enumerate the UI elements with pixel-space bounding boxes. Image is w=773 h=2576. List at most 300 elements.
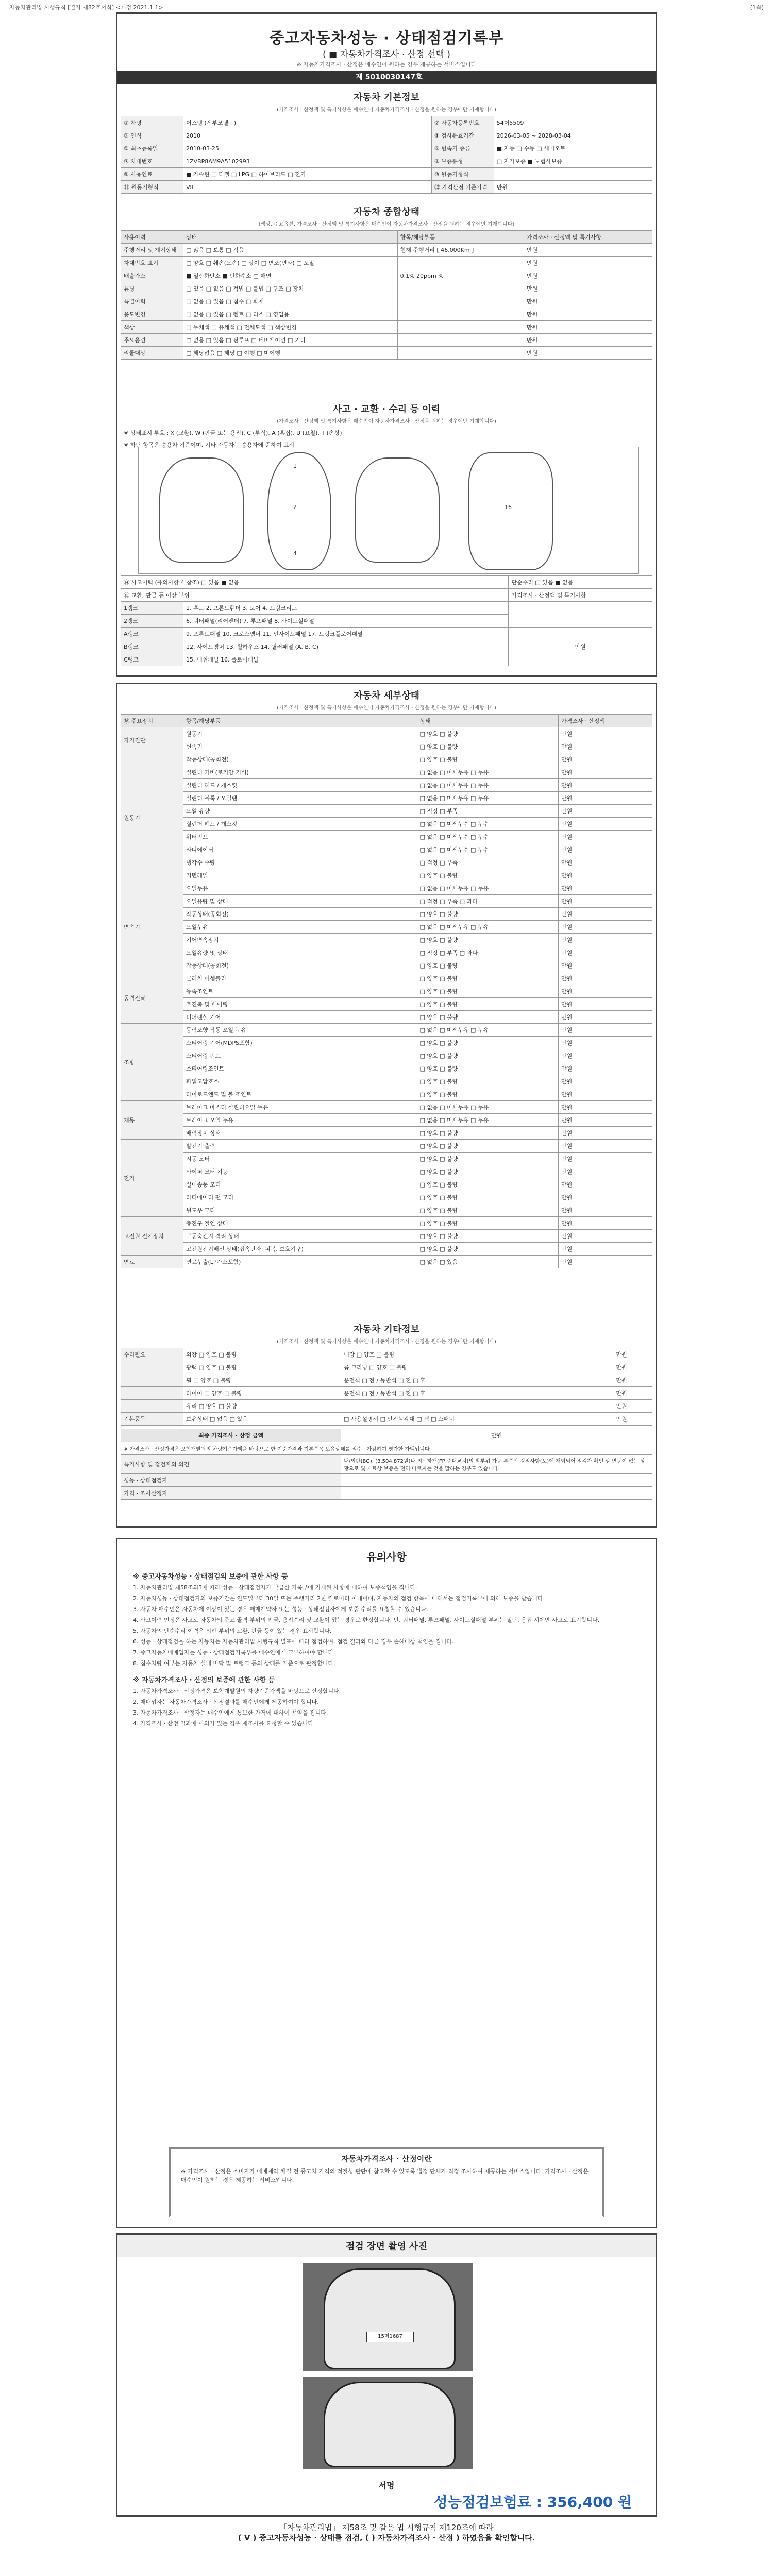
summary-row [121, 347, 652, 360]
detail-status: □ 없음 □ 미세누수 □ 누수 [417, 843, 559, 856]
inspection-photo-front [303, 2263, 473, 2371]
detail-status: □ 양호 □ 불량 [417, 1243, 559, 1256]
other-item-b [341, 1400, 613, 1413]
detail-status: □ 없음 □ 미세누수 □ 누수 [417, 818, 559, 831]
detail-section [121, 684, 652, 1268]
detail-row [121, 1049, 652, 1062]
detail-group-label: 연료 [121, 1256, 183, 1268]
detail-status: □ 없음 □ 미세누유 □ 누유 [417, 1101, 559, 1114]
accident-detail-section [121, 575, 652, 666]
performance-note-item: 1. 자동차관리법 제58조의3에 따라 성능 · 상태점검자가 발급한 기록부에 기재된 사항에 대하여 보증책임을 집니다. [133, 1584, 417, 1591]
detail-price: 만원 [559, 1049, 652, 1062]
other-group: 수리필요 [121, 1348, 183, 1361]
detail-price: 만원 [559, 1062, 652, 1075]
other-info-row [121, 1413, 652, 1426]
photo-heading: 점검 장면 촬영 사진 [117, 2235, 656, 2257]
detail-row [121, 1217, 652, 1230]
detail-price: 만원 [559, 1256, 652, 1268]
other-item-a: 휠 □ 양호 □ 불량 [183, 1374, 341, 1387]
detail-price: 만원 [559, 805, 652, 818]
detail-group-label: 자기진단 [121, 727, 183, 753]
detail-row [121, 766, 652, 779]
detail-status: □ 양호 □ 불량 [417, 1127, 559, 1140]
summary-status: □ 없음 □ 있음 □ 침수 □ 화재 [183, 295, 398, 308]
basic-info-row [121, 116, 652, 129]
detail-row [121, 1127, 652, 1140]
other-info-row [121, 1348, 652, 1361]
special-notes-label: 특기사항 및 점검자의 의견 [121, 1455, 341, 1474]
summary-status: □ 없음 □ 있음 □ 렌트 □ 리스 □ 영업용 [183, 308, 398, 321]
performance-notes-title: ※ 중고자동차성능 · 상태점검의 보증에 관한 사항 등 [133, 1573, 288, 1581]
other-item-b: 운전석 □ 전 / 동반석 □ 전 □ 후 [341, 1387, 613, 1400]
detail-part: 오일누유 [183, 882, 417, 895]
detail-part: 배력장치 상태 [183, 1127, 417, 1140]
basic-info-label: ① 차명 [121, 116, 183, 129]
basic-info-section [121, 86, 652, 194]
detail-price: 만원 [559, 779, 652, 792]
detail-part: 추진축 및 베어링 [183, 998, 417, 1011]
detail-price: 만원 [559, 1191, 652, 1204]
summary-section [121, 200, 652, 360]
basic-info-label: ⑥ 변속기 종류 [431, 142, 494, 155]
price-notes-title: ※ 자동차가격조사 · 산정의 보증에 관한 사항 등 [133, 1676, 275, 1684]
other-item-b: 룸 크리닝 □ 양호 □ 불량 [341, 1361, 613, 1374]
detail-part: 시동 모터 [183, 1153, 417, 1165]
basic-info-subtext: (가격조사 · 산정액 및 특기사항은 매수인이 자동차가격조사 · 산정을 원하는 경우에만 기재합니다) [277, 107, 496, 113]
basic-info-value: ■ 가솔린 □ 디젤 □ LPG □ 하이브리드 □ 전기 [183, 168, 432, 181]
performance-notes [117, 1572, 656, 1728]
summary-price: 만원 [524, 295, 652, 308]
performance-note-item: 4. 사고이력 인정은 사고로 자동차의 주요 골격 부위의 판금, 용접수리 및 교환이 있는 경우로 한정합니다. 단, 쿼터패널, 루프패널, 사이드실패널 부위는 절단, 용접 시에만 사고로 표기합니다. [133, 1617, 600, 1623]
summary-price: 만원 [524, 347, 652, 360]
detail-row [121, 856, 652, 869]
detail-subtext: (가격조사 · 산정액 및 특기사항은 매수인이 자동차가격조사 · 산정을 원하는 경우에만 기재합니다) [277, 705, 496, 711]
detail-status: □ 없음 □ 미세누유 □ 누유 [417, 779, 559, 792]
summary-row [121, 321, 652, 334]
basic-info-label: ⑪ 원동기형식 [121, 181, 183, 194]
detail-price: 만원 [559, 843, 652, 856]
detail-part: 와이퍼 모터 기능 [183, 1165, 417, 1178]
other-price: 만원 [613, 1348, 652, 1361]
detail-status: □ 없음 □ 미세누수 □ 누수 [417, 831, 559, 843]
basic-info-label: ③ 연식 [121, 129, 183, 142]
summary-row [121, 269, 652, 282]
detail-price: 만원 [559, 1024, 652, 1037]
detail-price: 만원 [559, 1243, 652, 1256]
detail-part: 실린더 헤드 / 개스킷 [183, 818, 417, 831]
price-info-text: ※ 가격조사 · 산정은 소비자가 매매계약 체결 전 중고차 가격의 적절성 판단에 참고할 수 있도록 법정 단체가 직접 조사하여 제공하는 서비스입니다. 가격조사 · 산정은 매수인이 원하는 경우 제공하는 서비스입니다. [181, 2168, 589, 2183]
detail-row [121, 1075, 652, 1088]
detail-status: □ 양호 □ 불량 [417, 1088, 559, 1101]
detail-price: 만원 [559, 792, 652, 805]
vehicle-damage-diagram [138, 447, 639, 574]
detail-part: 발전기 출력 [183, 1140, 417, 1153]
other-info-heading: 자동차 기타정보 [354, 1324, 419, 1335]
summary-item: 리콜대상 [121, 347, 183, 360]
basic-info-value: 54머5509 [494, 116, 652, 129]
summary-item: 차대번호 표기 [121, 257, 183, 269]
detail-price: 만원 [559, 766, 652, 779]
detail-part: 클러치 어셈블리 [183, 972, 417, 985]
summary-item: 색상 [121, 321, 183, 334]
final-price-value: 만원 [341, 1429, 652, 1442]
detail-row [121, 985, 652, 998]
other-info-row [121, 1400, 652, 1413]
detail-price: 만원 [559, 740, 652, 753]
basic-info-value [494, 168, 652, 181]
detail-price: 만원 [559, 1204, 652, 1217]
other-price: 만원 [613, 1374, 652, 1387]
detail-price: 만원 [559, 895, 652, 908]
accident-subtext: (가격조사 · 산정액 및 특기사항은 매수인이 자동차가격조사 · 산정을 원하는 경우에만 기재합니다) [277, 419, 496, 425]
notes-heading: 유의사항 [366, 1551, 407, 1563]
other-price: 만원 [613, 1400, 652, 1413]
document-number: 제 5010030147호 [117, 71, 656, 84]
summary-price: 만원 [524, 269, 652, 282]
detail-row [121, 1204, 652, 1217]
detail-column-header: ⑯ 주요장치 [121, 715, 183, 727]
detail-row [121, 998, 652, 1011]
detail-price: 만원 [559, 1153, 652, 1165]
detail-row [121, 908, 652, 921]
detail-part: 고전원전기배선 상태(접속단자, 피복, 보호기구) [183, 1243, 417, 1256]
summary-row [121, 308, 652, 321]
summary-item: 주요옵션 [121, 334, 183, 347]
detail-status: □ 적정 □ 부족 [417, 856, 559, 869]
detail-status: □ 양호 □ 불량 [417, 1153, 559, 1165]
detail-price: 만원 [559, 753, 652, 766]
detail-status: □ 양호 □ 불량 [417, 727, 559, 740]
other-group [121, 1387, 183, 1400]
b-rank-label: B랭크 [121, 640, 183, 653]
detail-part: 디퍼렌셜 기어 [183, 1011, 417, 1024]
detail-part: 실내송풍 모터 [183, 1178, 417, 1191]
detail-status: □ 양호 □ 불량 [417, 1191, 559, 1204]
summary-row [121, 295, 652, 308]
other-info-row [121, 1387, 652, 1400]
basic-info-row [121, 168, 652, 181]
other-price: 만원 [613, 1387, 652, 1400]
summary-column-header: 사용이력 [121, 231, 183, 244]
summary-part [397, 308, 524, 321]
detail-price: 만원 [559, 1011, 652, 1024]
detail-part: 윈도우 모터 [183, 1204, 417, 1217]
basic-info-heading: 자동차 기본정보 [354, 92, 419, 103]
detail-row [121, 921, 652, 934]
basic-info-value: V8 [183, 181, 432, 194]
c-rank-label: C랭크 [121, 653, 183, 666]
summary-item: 튜닝 [121, 282, 183, 295]
detail-row [121, 831, 652, 843]
document-title: 중고자동차성능 · 상태점검기록부 [269, 29, 504, 47]
accident-section [121, 398, 652, 451]
basic-info-value: 머스탱 (세부모델 : ) [183, 116, 432, 129]
summary-price: 만원 [524, 334, 652, 347]
detail-price: 만원 [559, 1114, 652, 1127]
detail-part: 냉각수 수량 [183, 856, 417, 869]
basic-info-label: ⑫ 가격산정 기준가격 [431, 181, 494, 194]
detail-part: 오일유량 및 상태 [183, 946, 417, 959]
detail-row [121, 1230, 652, 1243]
part-number-label: 4 [293, 550, 297, 557]
summary-price: 만원 [524, 282, 652, 295]
detail-row [121, 869, 652, 882]
detail-part: 구동축전지 격리 상태 [183, 1230, 417, 1243]
other-group: 기본품목 [121, 1413, 183, 1426]
detail-price: 만원 [559, 831, 652, 843]
detail-price: 만원 [559, 946, 652, 959]
detail-part: 타이로드엔드 및 볼 조인트 [183, 1088, 417, 1101]
detail-row [121, 1165, 652, 1178]
detail-column-header: 상태 [417, 715, 559, 727]
basic-info-label: ⑧ 보증유형 [431, 155, 494, 168]
other-item-b: 운전석 □ 전 / 동반석 □ 전 □ 후 [341, 1374, 613, 1387]
detail-row [121, 1191, 652, 1204]
status-legend: ※ 상태표시 부호 : X (교환), W (판금 또는 용접), C (부식), A (흠집), U (요철), T (손상) [121, 428, 652, 439]
detail-part: 오일 유량 [183, 805, 417, 818]
summary-item: 특별이력 [121, 295, 183, 308]
document-instruction: ※ 자동차가격조사 · 산정은 매수인이 원하는 경우 제공하는 서비스입니다 [296, 61, 477, 68]
basic-info-label: ⑨ 사용연료 [121, 168, 183, 181]
detail-part: 변속기 [183, 740, 417, 753]
detail-status: □ 없음 □ 미세누유 □ 누유 [417, 1024, 559, 1037]
other-info-subtext: (가격조사 · 산정액 및 특기사항은 매수인이 자동차가격조사 · 산정을 원하는 경우에만 기재합니다) [277, 1339, 496, 1345]
detail-part: 실린더 블록 / 오일팬 [183, 792, 417, 805]
detail-row [121, 843, 652, 856]
detail-price: 만원 [559, 998, 652, 1011]
detail-status: □ 양호 □ 불량 [417, 1178, 559, 1191]
accident-history-row: ⑭ 사고이력 (유의사항 4 참조) □ 있음 ■ 없음 [121, 576, 509, 589]
detail-status: □ 없음 □ 있음 [417, 1256, 559, 1268]
summary-status: □ 무채색 □ 유채색 □ 전체도색 □ 색상변경 [183, 321, 398, 334]
summary-row [121, 244, 652, 257]
rank2-items: 6. 쿼터패널(리어펜더) 7. 루프패널 8. 사이드실패널 [183, 615, 509, 628]
detail-price: 만원 [559, 869, 652, 882]
summary-part: 0.1% 20ppm % [397, 269, 524, 282]
page-4-sheet [116, 2233, 657, 2517]
performance-note-item: 6. 성능 · 상태점검을 하는 자동차는 자동차관리법 시행규칙 별표에 따라 점검하며, 점검 결과와 다른 경우 손해배상 책임을 집니다. [133, 1638, 454, 1645]
detail-price: 만원 [559, 818, 652, 831]
car-front-view-icon [159, 457, 244, 563]
part-number-label: 16 [505, 504, 512, 511]
price-assessor-label: 가격 · 조사산정자 [121, 1487, 341, 1500]
rank1-items: 1. 후드 2. 프론트휀더 3. 도어 4. 트렁크리드 [183, 602, 509, 615]
basic-info-value: 2010 [183, 129, 432, 142]
summary-heading: 자동차 종합상태 [354, 207, 419, 217]
detail-row [121, 1024, 652, 1037]
detail-row [121, 1011, 652, 1024]
detail-part: 스티어링 기어(MDPS포함) [183, 1037, 417, 1049]
rank1-label: 1랭크 [121, 602, 183, 615]
detail-row [121, 1037, 652, 1049]
part-number-label: 1 [293, 463, 297, 469]
other-item-a: 보유상태 □ 없음 □ 있음 [183, 1413, 341, 1426]
detail-status: □ 양호 □ 불량 [417, 869, 559, 882]
summary-status: □ 있음 □ 없음 □ 적법 □ 불법 □ 구조 □ 장치 [183, 282, 398, 295]
detail-price: 만원 [559, 1178, 652, 1191]
accident-heading: 사고 · 교환 · 수리 등 이력 [333, 404, 440, 415]
detail-row [121, 895, 652, 908]
detail-group-label: 변속기 [121, 882, 183, 972]
detail-row [121, 1178, 652, 1191]
detail-status: □ 양호 □ 불량 [417, 959, 559, 972]
car-frame-view-icon [468, 452, 553, 570]
detail-status: □ 양호 □ 불량 [417, 1075, 559, 1088]
footer-line-1: 「자동차관리법」 제58조 및 같은 법 시행규칙 제120조에 따라 [279, 2523, 494, 2532]
detail-status: □ 양호 □ 불량 [417, 998, 559, 1011]
detail-status: □ 양호 □ 불량 [417, 1011, 559, 1024]
detail-row [121, 1062, 652, 1075]
detail-part: 파워고압호스 [183, 1075, 417, 1088]
detail-group-label: 원동기 [121, 753, 183, 882]
detail-part: 실린더 커버(로커암 커버) [183, 766, 417, 779]
detail-row [121, 946, 652, 959]
detail-price: 만원 [559, 1127, 652, 1140]
summary-part [397, 257, 524, 269]
certification-footer [116, 2522, 657, 2543]
detail-price: 만원 [559, 1165, 652, 1178]
signature-heading: 서명 [378, 2481, 395, 2490]
detail-status: □ 적정 □ 부족 □ 과다 [417, 946, 559, 959]
frame-price-cell: 만원 [509, 628, 652, 666]
detail-status: □ 적정 □ 부족 [417, 805, 559, 818]
summary-part: 현재 주행거리 [ 46,000Km ] [397, 244, 524, 257]
detail-status: □ 양호 □ 불량 [417, 753, 559, 766]
other-price: 만원 [613, 1361, 652, 1374]
detail-table [121, 714, 652, 1268]
detail-group-label: 고전원 전기장치 [121, 1217, 183, 1256]
detail-row [121, 779, 652, 792]
detail-price: 만원 [559, 1230, 652, 1243]
basic-info-table [121, 116, 652, 194]
detail-group-label: 조향 [121, 1024, 183, 1101]
detail-part: 워터펌프 [183, 831, 417, 843]
basic-info-row [121, 142, 652, 155]
price-note-item: 4. 가격조사 · 산정 결과에 이의가 있는 경우 재조사를 요청할 수 있습니다. [133, 1720, 315, 1727]
detail-heading: 자동차 세부상태 [354, 690, 419, 701]
summary-table [121, 230, 652, 360]
summary-column-header: 가격조사 · 산정액 및 특기사항 [524, 231, 652, 244]
detail-status: □ 적정 □ 부족 □ 과다 [417, 895, 559, 908]
page-1-sheet [116, 12, 657, 677]
detail-part: 커먼레일 [183, 869, 417, 882]
detail-part: 작동상태(공회전) [183, 908, 417, 921]
detail-row [121, 753, 652, 766]
final-price-table [121, 1429, 652, 1500]
basic-info-row [121, 129, 652, 142]
detail-part: 라디에이터 팬 모터 [183, 1191, 417, 1204]
rank2-label: 2랭크 [121, 615, 183, 628]
summary-status: □ 해당없음 □ 해당 □ 이행 □ 미이행 [183, 347, 398, 360]
summary-status: □ 양호 □ 훼손(오손) □ 상이 □ 변조(변타) □ 도말 [183, 257, 398, 269]
other-info-section [121, 1318, 652, 1500]
detail-row [121, 727, 652, 740]
summary-status: □ 많음 □ 보통 □ 적음 [183, 244, 398, 257]
detail-price: 만원 [559, 727, 652, 740]
summary-status: □ 없음 □ 있음 □ 썬루프 □ 네비게이션 □ 기타 [183, 334, 398, 347]
car-rear-photo-icon [324, 2382, 456, 2467]
car-top-view-icon [267, 452, 331, 570]
other-price: 만원 [613, 1413, 652, 1426]
basic-info-label: ⑩ 원동기형식 [431, 168, 494, 181]
detail-status: □ 없음 □ 미세누유 □ 누유 [417, 882, 559, 895]
final-price-note: ※ 가격조사 · 산정가격은 보험개발원의 차량기준가액을 바탕으로 한 기준가격과 기본품목 보유상태를 점수 · 가감하여 평가한 가액입니다 [121, 1442, 652, 1455]
performance-note-item: 2. 자동차성능 · 상태점검자의 보증기간은 인도일부터 30일 또는 주행거리 2천 킬로미터 이내이며, 자동차의 점검 항목에 대해서는 점검기록부에 의해 보증을 받습니다. [133, 1595, 545, 1602]
other-info-row [121, 1374, 652, 1387]
performance-note-item: 3. 자동차 매수인은 자동차에 이상이 있는 경우 매매계약자 또는 성능 · 상태점검자에게 보증 수리를 요청할 수 있습니다. [133, 1606, 428, 1613]
summary-row [121, 257, 652, 269]
basic-info-row [121, 181, 652, 194]
basic-info-label: ② 자동차등록번호 [431, 116, 494, 129]
detail-part: 작동상태(공회전) [183, 753, 417, 766]
page-indicator: (1쪽) [750, 4, 764, 11]
summary-column-header: 상태 [183, 231, 398, 244]
detail-row [121, 972, 652, 985]
price-assessor-signature [341, 1487, 652, 1500]
detail-price: 만원 [559, 1140, 652, 1153]
page-3-sheet [116, 1538, 657, 2228]
other-item-a: 외장 □ 양호 □ 불량 [183, 1348, 341, 1361]
summary-price: 만원 [524, 257, 652, 269]
detail-status: □ 없음 □ 미세누유 □ 누유 [417, 766, 559, 779]
price-info-title: 자동차가격조사 · 산정이란 [341, 2154, 432, 2163]
price-note-item: 1. 자동차가격조사 · 산정가격은 보험개발원의 차량기준가액을 바탕으로 산정합니다. [133, 1688, 341, 1694]
summary-item: 용도변경 [121, 308, 183, 321]
summary-part [397, 321, 524, 334]
summary-item: 배출가스 [121, 269, 183, 282]
form-reference: 자동차관리법 시행규칙 [별지 제82호서식] <개정 2021.1.1> [9, 4, 163, 11]
basic-info-value: 2010-03-25 [183, 142, 432, 155]
detail-row [121, 1243, 652, 1256]
detail-price: 만원 [559, 921, 652, 934]
basic-info-row [121, 155, 652, 168]
detail-price: 만원 [559, 1037, 652, 1049]
detail-price: 만원 [559, 908, 652, 921]
detail-row [121, 805, 652, 818]
b-rank-items: 12. 사이드멤버 13. 휠하우스 14. 필러패널 (A, B, C) [183, 640, 509, 653]
detail-status: □ 양호 □ 불량 [417, 1230, 559, 1243]
a-rank-label: A랭크 [121, 628, 183, 640]
part-number-label: 2 [293, 504, 297, 511]
summary-price: 만원 [524, 308, 652, 321]
detail-price: 만원 [559, 882, 652, 895]
other-info-row [121, 1361, 652, 1374]
detail-price: 만원 [559, 1088, 652, 1101]
detail-status: □ 양호 □ 불량 [417, 972, 559, 985]
final-price-heading: 최종 가격조사 · 산정 금액 [121, 1429, 341, 1442]
a-rank-items: 9. 프론트패널 10. 크로스멤버 11. 인사이드패널 17. 트렁크플로어패널 [183, 628, 509, 640]
detail-row [121, 959, 652, 972]
detail-price: 만원 [559, 959, 652, 972]
basic-info-label: ⑦ 차대번호 [121, 155, 183, 168]
detail-status: □ 양호 □ 불량 [417, 934, 559, 946]
other-item-b: 내장 □ 양호 □ 불량 [341, 1348, 613, 1361]
detail-part: 원동기 [183, 727, 417, 740]
detail-price: 만원 [559, 972, 652, 985]
summary-part [397, 347, 524, 360]
other-group [121, 1374, 183, 1387]
detail-part: 스티어링조인트 [183, 1062, 417, 1075]
detail-row [121, 1256, 652, 1268]
other-item-a: 유리 □ 양호 □ 불량 [183, 1400, 341, 1413]
detail-part: 동력조향 작동 오일 누유 [183, 1024, 417, 1037]
basic-info-label: ④ 검사유효기간 [431, 129, 494, 142]
summary-item: 주행거리 및 계기상태 [121, 244, 183, 257]
inspector-signature [341, 1474, 652, 1487]
detail-status: □ 양호 □ 불량 [417, 740, 559, 753]
detail-part: 오일유량 및 상태 [183, 895, 417, 908]
detail-part: 브레이크 오일 누유 [183, 1114, 417, 1127]
